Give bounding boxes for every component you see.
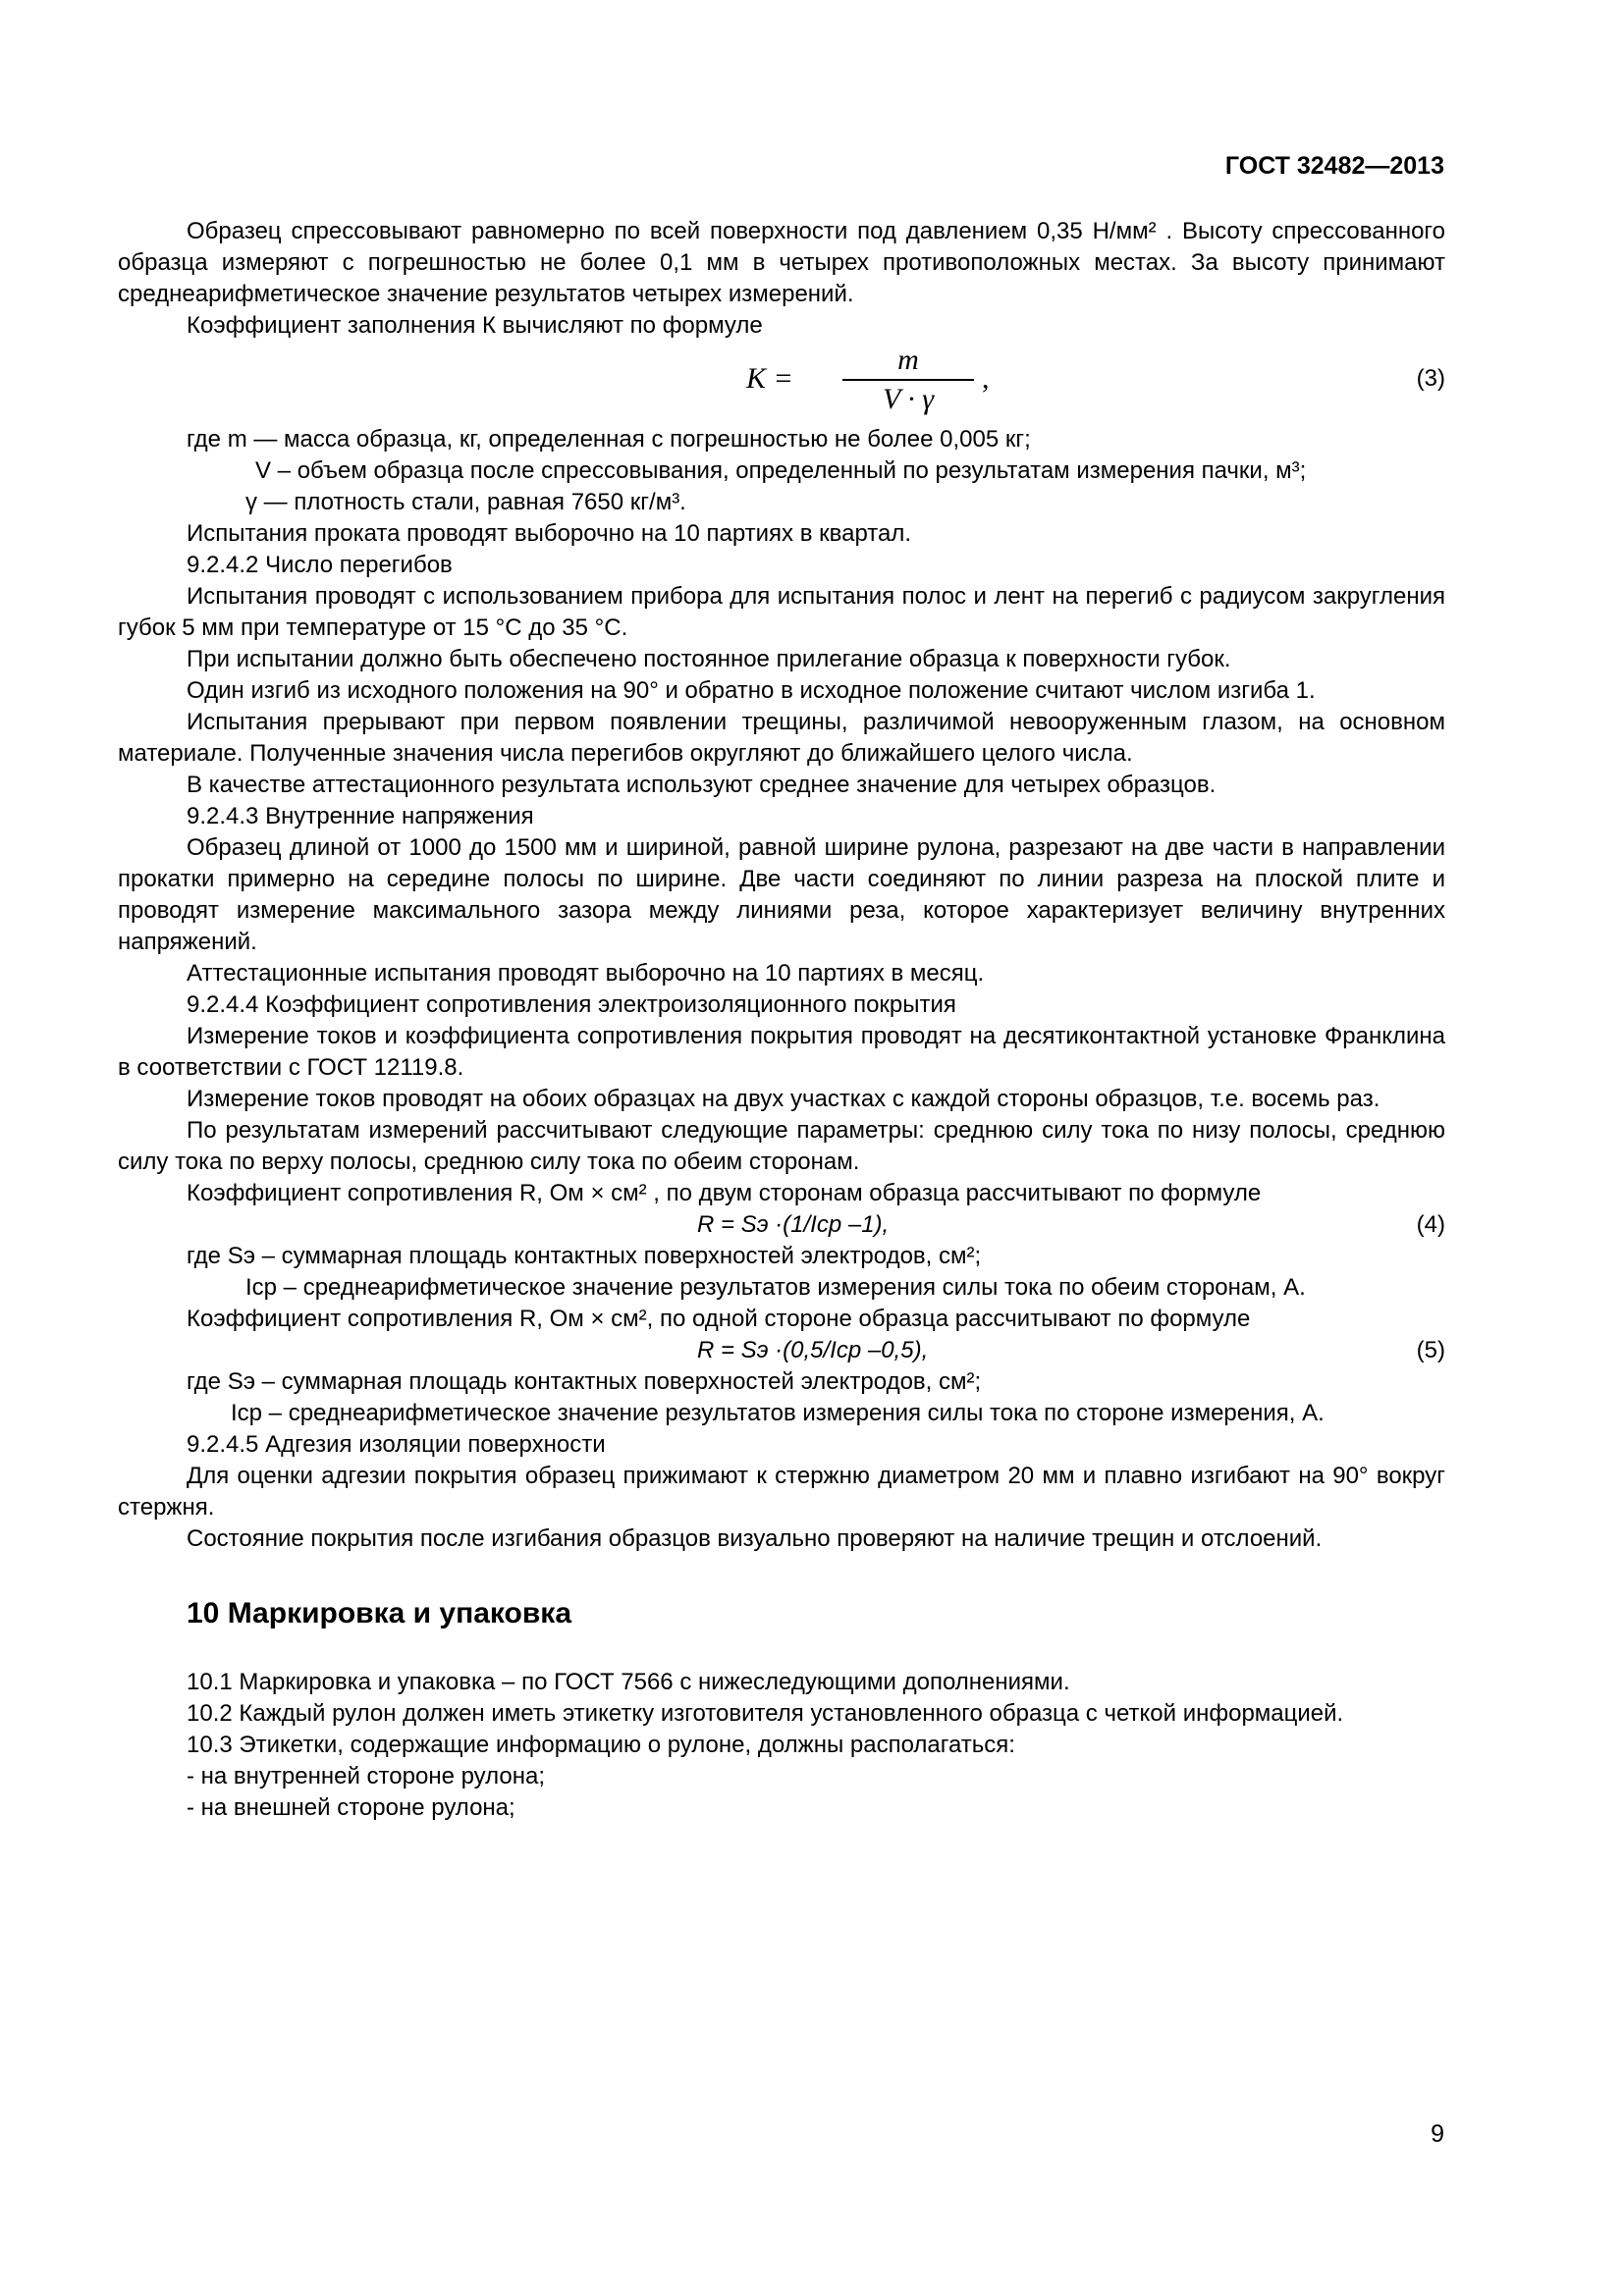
paragraph: 10.3 Этикетки, содержащие информацию о рулоне, должны располагаться: [187,1732,1015,1758]
formula-expression: R = Sэ ·(1/Iср –1), [697,1211,890,1238]
paragraph: Испытания прерывают при первом появлении трещины, различимой невооруженным глазом, на основном материале. Полученные значения числа перегибов округляют до ближайшего целого числа. [118,709,1445,767]
paragraph: Один изгиб из исходного положения на 90° и обратно в исходное положение считают числом изгиба 1. [187,677,1316,704]
where-line: γ — плотность стали, равная 7650 кг/м³. [245,489,686,515]
formula-5 [118,1335,1445,1366]
subsection-title: 9.2.4.3 Внутренние напряжения [187,803,534,829]
where-line: Iср – среднеарифметическое значение результатов измерения силы тока по обеим сторонам, А. [245,1274,1306,1301]
paragraph: Испытания проводят с использованием прибора для испытания полос и лент на перегиб с радиусом закругления губок 5 мм при температуре от 15 °С до 35 °С. [118,583,1445,641]
paragraph: Состояние покрытия после изгибания образцов визуально проверяют на наличие трещин и отслоений. [187,1525,1323,1552]
formula-comma: , [982,362,990,395]
paragraph: В качестве аттестационного результата используют среднее значение для четырех образцов. [187,772,1217,798]
formula-4 [118,1209,1445,1241]
formula-lhs: K = [746,362,793,395]
paragraph: По результатам измерений рассчитывают следующие параметры: среднюю силу тока по низу полосы, среднюю силу тока по верху полосы, среднюю силу тока по обеим сторонам. [118,1117,1445,1175]
formula-number: (5) [1416,1337,1445,1363]
where-line: где Sэ – суммарная площадь контактных поверхностей электродов, см²; [187,1243,982,1269]
list-item: - на внутренней стороне рулона; [187,1763,546,1789]
where-line: Iср – среднеарифметическое значение результатов измерения силы тока по стороне измерения, А. [231,1400,1325,1426]
formula-number: (3) [1416,365,1445,392]
paragraph: Образец спрессовывают равномерно по всей поверхности под давлением 0,35 Н/мм² . Высоту спрессованного образца измеряют с погрешностью не более 0,1 мм в четырех противоположных местах. За высоту принимают среднеарифметическое значение результатов четырех измерений. [118,218,1445,307]
paragraph: Испытания проката проводят выборочно на 10 партиях в квартал. [187,520,912,547]
page-number: 9 [1431,2120,1444,2148]
paragraph: Образец длиной от 1000 до 1500 мм и шириной, равной ширине рулона, разрезают на две части в направлении прокатки примерно на середине полосы по ширине. Две части соединяют по линии разреза на плоской плите и проводят измерение максимального зазора между линиями реза, которое характеризует величину внутренних напряжений. [118,834,1445,955]
list-item: - на внешней стороне рулона; [187,1794,515,1821]
page-content [118,216,1445,1824]
paragraph: Коэффициент сопротивления R, Ом × см², по одной стороне образца рассчитывают по формуле [187,1306,1251,1332]
paragraph: При испытании должно быть обеспечено постоянное прилегание образца к поверхности губок. [187,646,1231,672]
formula-numerator: m [897,344,919,376]
paragraph: Аттестационные испытания проводят выборочно на 10 партиях в месяц. [187,960,985,987]
where-line: где m — масса образца, кг, определенная с погрешностью не более 0,005 кг; [187,426,1031,453]
formula-fraction [835,342,982,418]
where-line: где Sэ – суммарная площадь контактных поверхностей электродов, см²; [187,1368,982,1395]
subsection-title: 9.2.4.2 Число перегибов [187,552,453,578]
formula-denominator: V · γ [882,383,935,415]
paragraph: Для оценки адгезии покрытия образец прижимают к стержню диаметром 20 мм и плавно изгибают на 90° вокруг стержня. [118,1463,1445,1521]
paragraph: 10.1 Маркировка и упаковка – по ГОСТ 7566 с нижеследующими дополнениями. [187,1669,1070,1695]
paragraph: Коэффициент сопротивления R, Ом × см² , по двум сторонам образца рассчитывают по формуле [187,1180,1262,1206]
formula-3 [118,342,1445,424]
subsection-title: 9.2.4.5 Адгезия изоляции поверхности [187,1431,606,1458]
formula-number: (4) [1416,1211,1445,1238]
section-heading: 10 Маркировка и упаковка [187,1597,572,1629]
subsection-title: 9.2.4.4 Коэффициент сопротивления электроизоляционного покрытия [187,991,956,1018]
standard-header: ГОСТ 32482—2013 [1224,152,1444,180]
paragraph: Измерение токов и коэффициента сопротивления покрытия проводят на десятиконтактной установке Франклина в соответствии с ГОСТ 12119.8. [118,1023,1445,1081]
paragraph: 10.2 Каждый рулон должен иметь этикетку изготовителя установленного образца с четкой информацией. [187,1700,1344,1727]
paragraph: Измерение токов проводят на обоих образцах на двух участках с каждой стороны образцов, т.е. восемь раз. [187,1086,1380,1112]
paragraph: Коэффициент заполнения К вычисляют по формуле [187,312,763,339]
where-line: V – объем образца после спрессовывания, определенный по результатам измерения пачки, м³; [255,457,1307,484]
formula-expression: R = Sэ ·(0,5/Iср –0,5), [697,1337,929,1363]
